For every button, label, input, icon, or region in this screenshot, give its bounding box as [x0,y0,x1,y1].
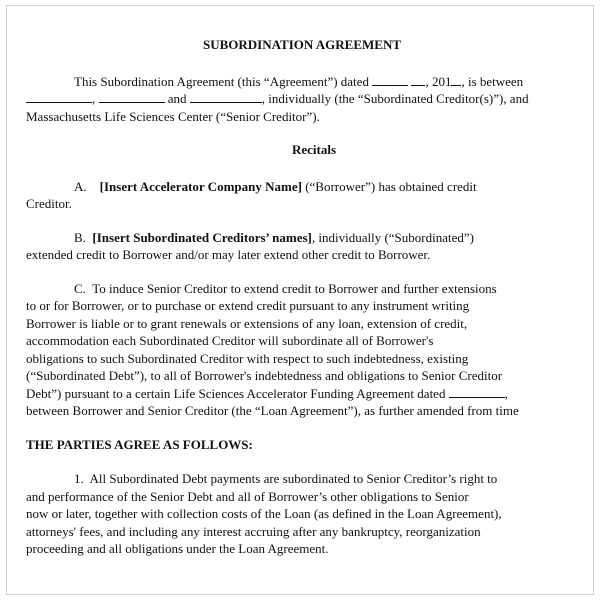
date-day-blank[interactable] [411,74,425,86]
recital-a-text-1: (“Borrower”) has obtained credit [305,178,477,194]
funding-agreement-date-blank[interactable] [449,386,505,398]
intro-paragraph [26,73,588,126]
clause-1-line: attorneys' fees, and including any interest accruing after any bankruptcy, reorganization [26,523,481,539]
clause-1-line: proceeding and all obligations under the Loan Agreement. [26,541,329,556]
recital-c-line: (“Subordinated Debt”), to all of Borrower's indebtedness and obligations to Senior Creditor [26,368,503,383]
intro-text-3: , is between [461,73,524,89]
document-title: SUBORDINATION AGREEMENT [202,37,402,52]
document-body [26,36,588,574]
clause-1-line: now or later, together with collection costs of the Loan (as defined in the Loan Agreement), [26,506,502,521]
creditor-name-blank-3[interactable] [190,91,262,103]
date-month-blank[interactable] [372,74,408,86]
clause-1 [26,470,588,558]
intro-text-4: , [92,91,96,106]
intro-text-5: and [167,91,187,106]
recital-c-line: to or for Borrower, or to purchase or extend credit pursuant to any instrument writing [26,298,470,313]
clause-1-line: All Subordinated Debt payments are subordinated to Senior Creditor’s right to [89,471,498,486]
recital-a-label: A. [74,178,87,194]
recital-b-text-1: , individually (“Subordinated”) [311,229,474,245]
recital-b [26,229,588,264]
intro-text-6: , individually (the “Subordinated Creditor(s)”), and [261,91,529,106]
recital-a-text-2: Creditor. [26,196,72,211]
recital-b-label: B. [74,229,86,245]
recital-c-line: To induce Senior Creditor to extend credit to Borrower and further extensions [92,280,497,296]
creditor-name-blank-1[interactable] [26,91,92,103]
recital-b-creditors-placeholder: [Insert Subordinated Creditors’ names] [92,229,312,245]
parties-agree-heading: THE PARTIES AGREE AS FOLLOWS: [26,436,253,452]
recital-c-line: obligations to such Subordinated Creditor with respect to such indebtedness, existing [26,350,469,366]
recital-c-line: Borrower is liable or to grant renewals or extensions of any loan, extension of credit, [26,315,468,331]
recital-c-line: accommodation each Subordinated Creditor will subordinate all of Borrower's [26,333,434,348]
document-page [6,5,594,595]
creditor-name-blank-2[interactable] [99,91,165,103]
recital-a [26,178,588,213]
clause-1-line: and performance of the Senior Debt and all of Borrower’s other obligations to Senior [26,488,469,504]
intro-text-2: , 201 [425,73,452,89]
date-year-blank[interactable] [451,74,461,86]
recital-c-line: between Borrower and Senior Creditor (the “Loan Agreement”), as further amended from time [26,403,519,418]
recital-c-line: Debt”) pursuant to a certain Life Sciences Accelerator Funding Agreement dated [26,385,446,401]
recital-c [26,280,588,420]
intro-text-1: This Subordination Agreement (this “Agreement”) dated [74,73,369,89]
clause-1-label: 1. [74,471,84,486]
recital-c-label: C. [74,280,86,296]
recital-b-text-2: extended credit to Borrower and/or may later extend other credit to Borrower. [26,247,431,262]
recitals-heading: Recitals [291,142,337,157]
recital-c-line-tail: , [504,385,508,401]
recital-a-company-placeholder: [Insert Accelerator Company Name] [99,178,302,194]
intro-text-7: Massachusetts Life Sciences Center (“Senior Creditor”). [26,108,320,124]
